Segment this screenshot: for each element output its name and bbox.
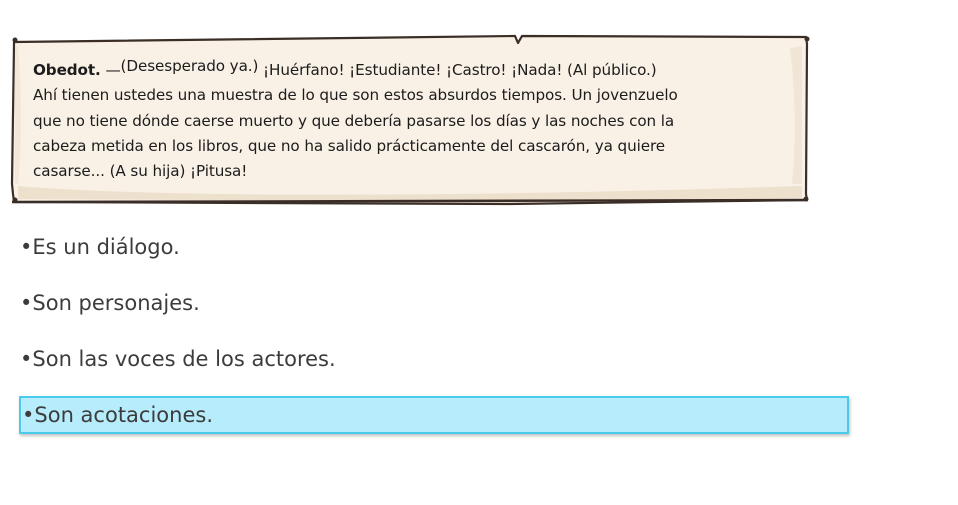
option-personajes[interactable]: •Son personajes. [20,291,200,315]
passage-line-5: casarse... (A su hija) ¡Pitusa! [33,162,248,181]
speaker-dash: — [100,61,121,79]
passage-line-2: Ahí tienen ustedes una muestra de lo que son estos absurdos tiempos. Un jovenzuelo [33,86,678,105]
option-acotaciones[interactable]: •Son acotaciones. [19,396,849,434]
stage-direction: (Desesperado ya.) [120,57,259,75]
option-voces-actores[interactable]: •Son las voces de los actores. [20,347,336,371]
option-dialogo[interactable]: •Es un diálogo. [20,235,180,259]
passage-line-4: cabeza metida en los libros, que no ha salido prácticamente del cascarón, ya quiere [33,136,666,155]
dialogue-passage [33,58,793,184]
dialogue-parchment [10,34,810,206]
speaker-name: Obedot. [33,61,101,79]
passage-line-1-rest: ¡Huérfano! ¡Estudiante! ¡Castro! ¡Nada! (Al público.) [258,61,657,79]
passage-line-1 [33,58,793,83]
passage-line-3: que no tiene dónde caerse muerto y que debería pasarse los días y las noches con la [33,111,675,130]
